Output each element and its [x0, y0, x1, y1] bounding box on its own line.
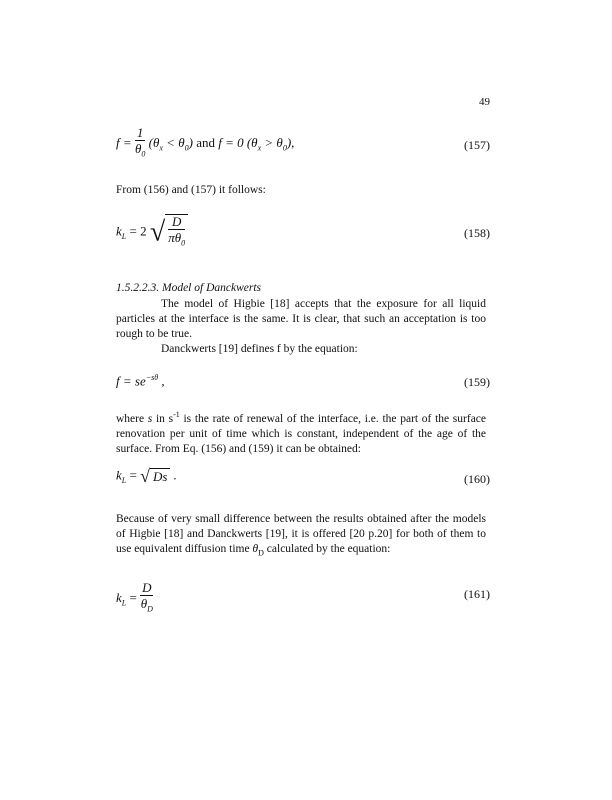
section-heading: 1.5.2.2.3. Model of Danckwerts	[116, 282, 262, 294]
equation-number-161: (161)	[464, 587, 490, 601]
fraction: $\frac{D}{\pi\theta_0}$	[168, 214, 186, 248]
equation-number-160: (160)	[464, 472, 490, 486]
equation-number-158: (158)	[464, 226, 490, 240]
fraction: $\frac{D}{\theta_D}$	[140, 580, 153, 614]
paragraph-equivalent-time: Because of very small difference between the results obtained after the models of Higbie [18] and Danckwerts [19], it is offered [20 p.20] for both of them to use equivalent diffusion time $\theta_D$ calculated by the equation:	[116, 513, 486, 558]
equation-157: f = $\frac{1}{\theta_0}$ $(\theta_x < \theta_0)$ and f = 0 $(\theta_x > \theta_0)$,	[116, 126, 294, 162]
page-number: 49	[479, 96, 490, 108]
text-from: From (156) and (157) it follows:	[116, 184, 266, 196]
square-root: √ $\frac{D}{\pi\theta_0}$	[150, 214, 188, 251]
paragraph-renewal: where s in $s^{-1}$ is the rate of renewal of the interface, i.e. the part of the surface renovation per unit of time which is constant, independent of the age of the surface. From Eq. (156) and (159) it can be obtained:	[116, 410, 487, 455]
equation-number-159: (159)	[464, 375, 490, 389]
paragraph-danckwerts: Danckwerts [19] defines f by the equation:	[161, 343, 358, 355]
equation-160: $k_L$ = √ Ds .	[116, 466, 177, 486]
equation-161: $k_L$ = $\frac{D}{\theta_D}$	[116, 581, 153, 617]
square-root: √ Ds	[140, 466, 170, 487]
fraction: $\frac{1}{\theta_0}$	[134, 125, 146, 159]
equation-159: $f = se^{-s\theta}$ ,	[116, 373, 165, 389]
equation-158: $k_L = 2$ √ $\frac{D}{\pi\theta_0}$	[116, 214, 188, 251]
paragraph-higbie: The model of Higbie [18] accepts that the exposure for all liquid particles at the interface is the same. It is clear, that such an acceptation is too rough to be true.	[116, 298, 486, 340]
equation-number-157: (157)	[464, 138, 490, 152]
